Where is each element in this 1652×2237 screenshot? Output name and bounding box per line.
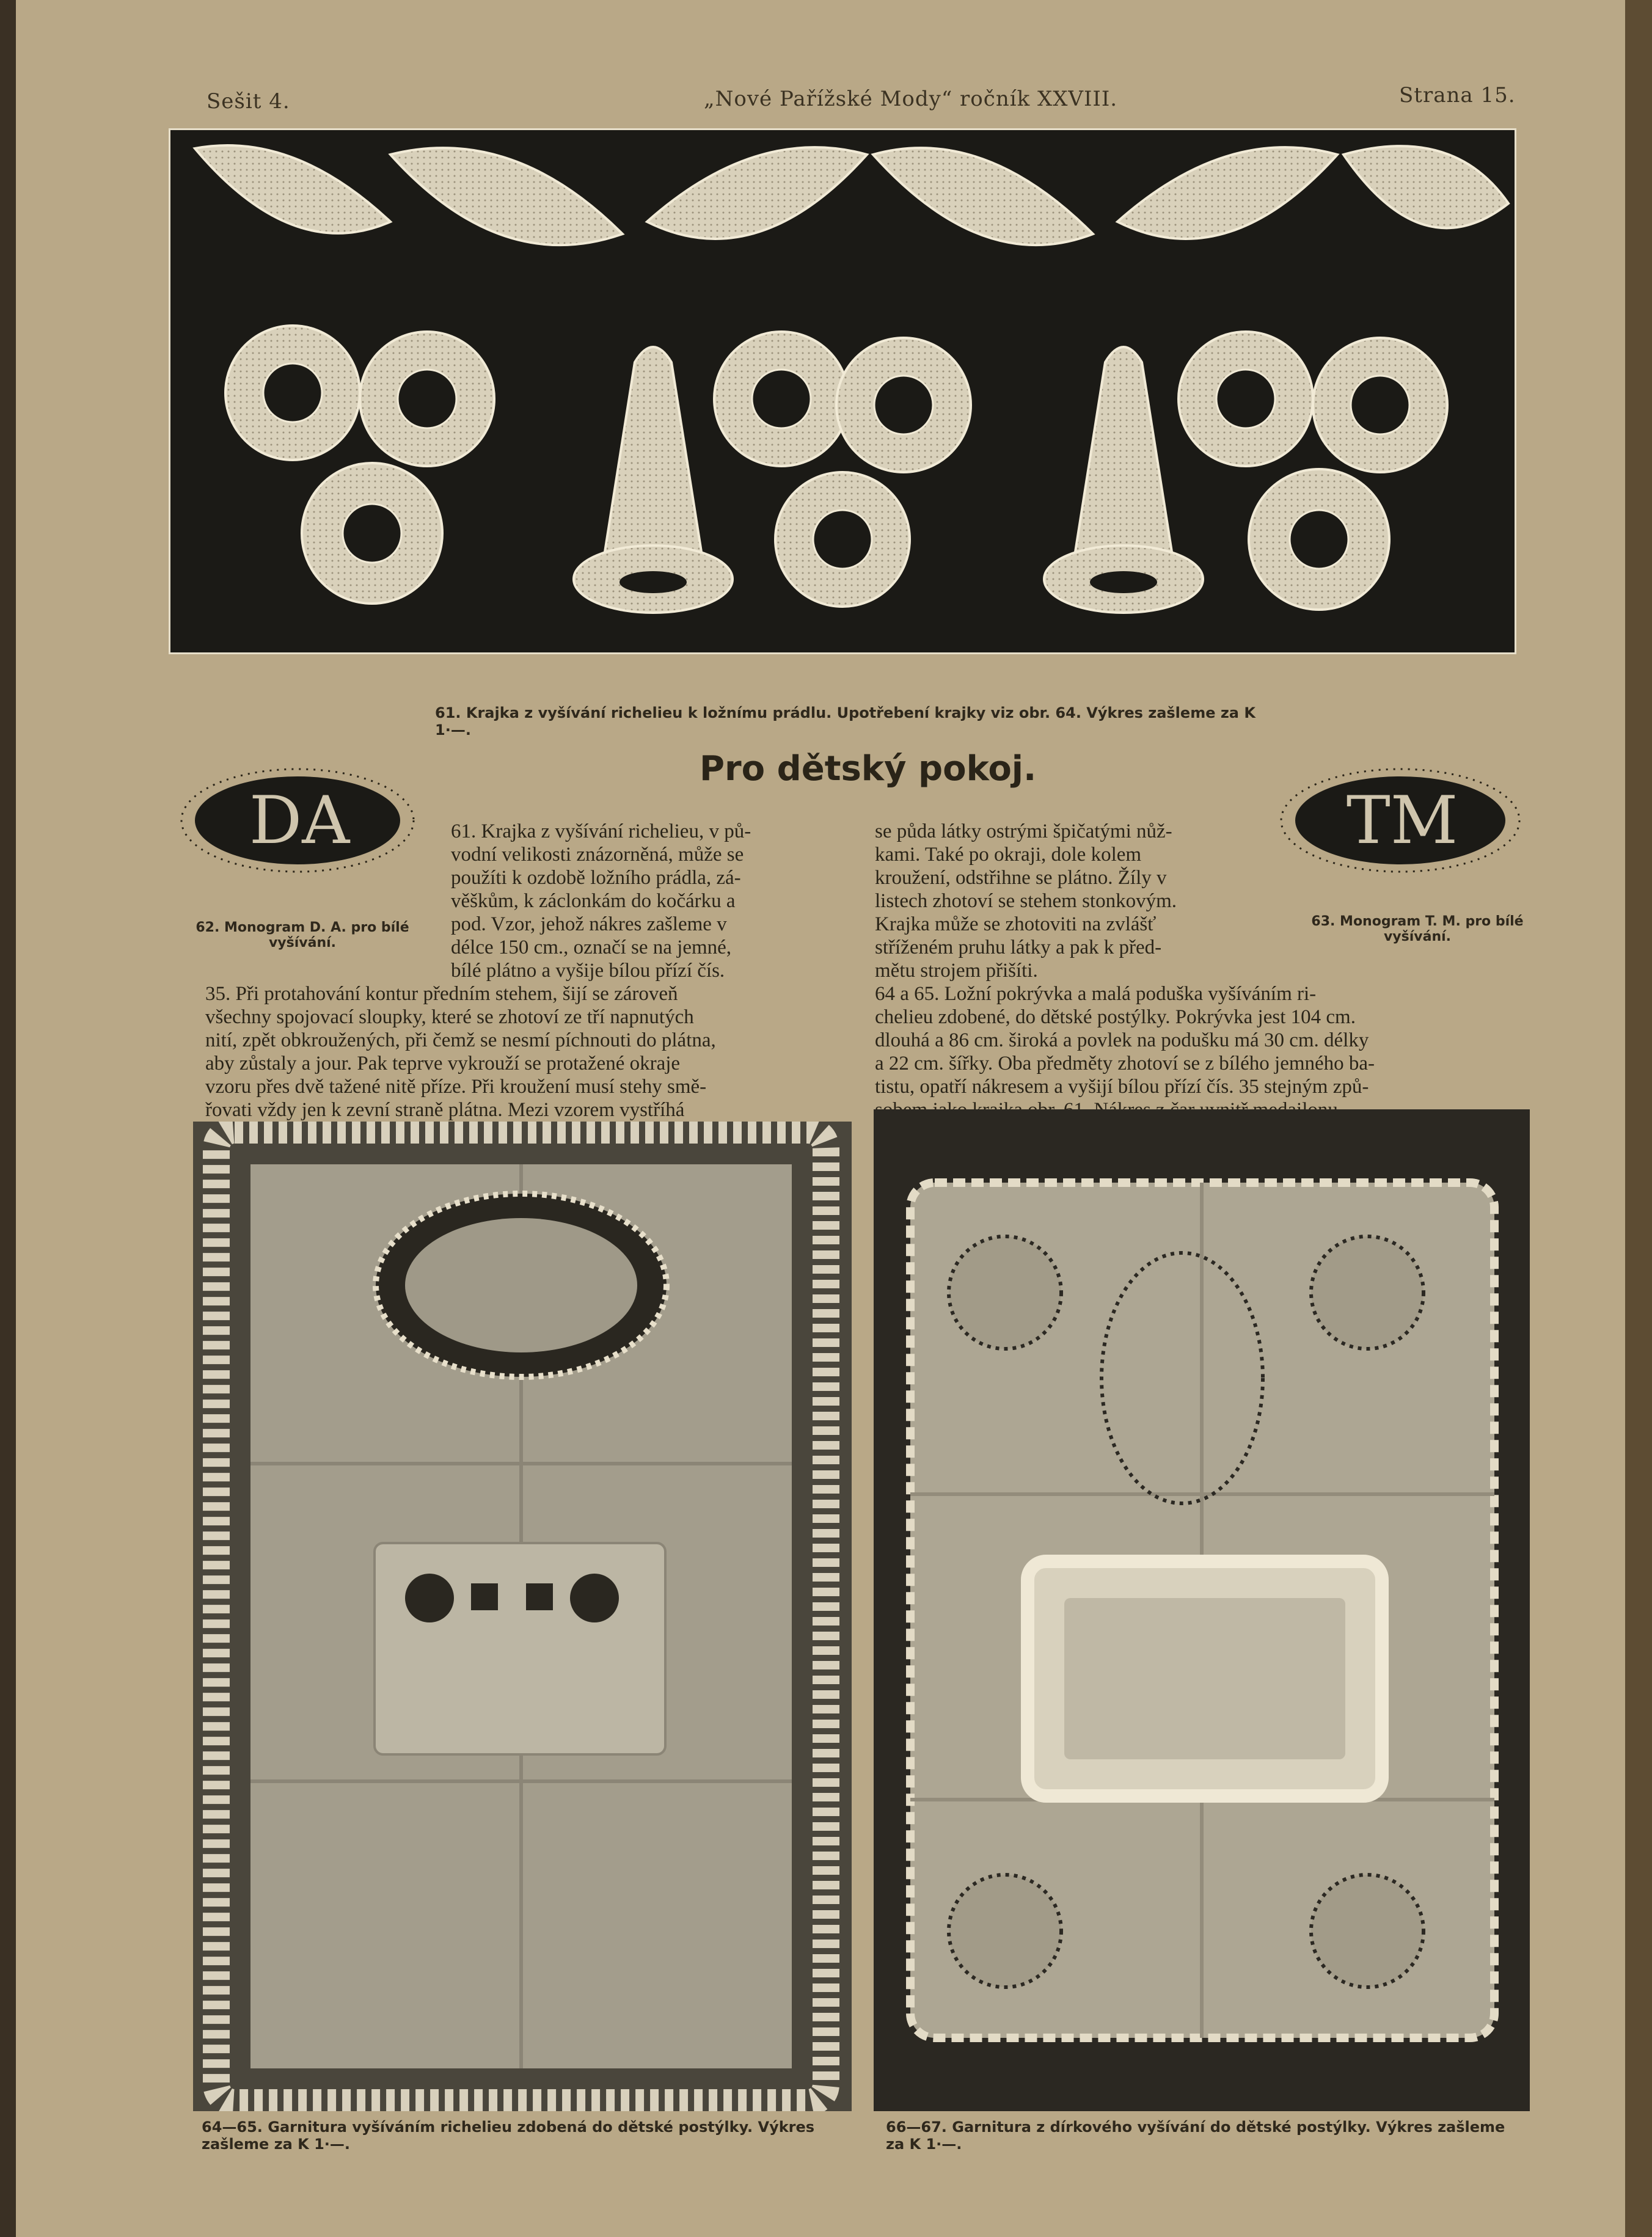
lace-pattern-graphic (170, 130, 1515, 652)
photo-richelieu-crib-set (193, 1122, 852, 2111)
monogram-da: DA (249, 783, 350, 859)
figure-64-65-caption: 64—65. Garnitura vyšíváním richelieu zdobená do dětské postýlky. Výkres zašleme za K 1·—. (202, 2118, 815, 2153)
crib-cover-eyelet-graphic (874, 1109, 1530, 2111)
text-line: 61. Krajka z vyšívání richelieu, v pů- (451, 820, 751, 842)
text-line: aby zůstaly a jour. Pak teprve vykrouží se protažené okraje (205, 1053, 681, 1075)
text-line: věškům, k záclonkám do kočárku a (451, 890, 736, 912)
text-line: kroužení, odstřihne se plátno. Žíly v (875, 867, 1167, 889)
text-line: pod. Vzor, jehož nákres zašleme v (451, 913, 727, 935)
crib-cover-richelieu-graphic (193, 1122, 852, 2111)
text-line: chelieu zdobené, do dětské postýlky. Pokrývka jest 104 cm. (875, 1006, 1356, 1028)
article-column-2-body (875, 982, 1530, 1122)
binding-spine (0, 0, 16, 2237)
header-title: „Nové Pařížské Mody“ ročník XXVIII. (704, 87, 1118, 111)
text-line: se půda látky ostrými špičatými nůž- (875, 820, 1172, 842)
article-title: Pro dětský pokoj. (700, 749, 1037, 789)
header-issue: Sešit 4. (206, 89, 290, 114)
text-line: řovati vždy jen k zevní straně plátna. Mezi vzorem vystříhá (205, 1099, 685, 1121)
text-line: a 22 cm. šířky. Oba předměty zhotoví se z bílého jemného ba- (875, 1053, 1375, 1075)
figure-62-caption: 62. Monogram D. A. pro bílé vyšívání. (196, 920, 409, 951)
text-line: použíti k ozdobě ložního prádla, zá- (451, 867, 741, 889)
monogram-tm: TM (1346, 783, 1458, 859)
text-line: mětu strojem přišíti. (875, 960, 1038, 982)
figure-66-67-caption: 66—67. Garnitura z dírkového vyšívání do dětské postýlky. Výkres zašleme za K 1·—. (886, 2118, 1505, 2153)
header-page-number: Strana 15. (1399, 83, 1516, 108)
text-line: 64 a 65. Ložní pokrývka a malá poduška vyšíváním ri- (875, 983, 1317, 1005)
text-line: tistu, opatří nákresem a vyšijí bílou přízí čís. 35 stejným způ- (875, 1076, 1369, 1098)
text-line: stříženém pruhu látky a pak k před- (875, 936, 1162, 958)
text-line: 35. Při protahování kontur předním stehem, šijí se zároveň (205, 983, 678, 1005)
text-line: délce 150 cm., označí se na jemné, (451, 936, 732, 958)
article-column-1-intro (451, 820, 842, 982)
photo-eyelet-crib-set (874, 1109, 1530, 2111)
text-line: kami. Také po okraji, dole kolem (875, 844, 1142, 866)
text-line: vodní velikosti znázorněná, může se (451, 844, 744, 866)
article-column-1-body (205, 982, 842, 1122)
page-edge-shadow (1625, 0, 1652, 2237)
text-line: vzoru přes dvě tažené nitě příze. Při kroužení musí stehy smě- (205, 1076, 707, 1098)
figure-63-caption: 63. Monogram T. M. pro bílé vyšívání. (1311, 914, 1524, 944)
text-line: Krajka může se zhotoviti na zvlášť (875, 913, 1157, 935)
text-line: dlouhá a 86 cm. široká a povlek na podušku má 30 cm. délky (875, 1029, 1369, 1051)
figure-61-caption: 61. Krajka z vyšívání richelieu k ložnímu prádlu. Upotřebení krajky viz obr. 64. Výkres zašleme za K 1·—. (435, 704, 1255, 739)
text-line: bílé plátno a vyšije bílou přízí čís. (451, 960, 725, 982)
article-column-2-intro (875, 820, 1290, 982)
lace-border-illustration (169, 128, 1516, 654)
text-line: listech zhotoví se stehem stonkovým. (875, 890, 1177, 912)
text-line: všechny spojovací sloupky, které se zhotoví ze tří napnutých (205, 1006, 694, 1028)
text-line: nití, zpět obkroužených, při čemž se nesmí píchnouti do plátna, (205, 1029, 716, 1051)
